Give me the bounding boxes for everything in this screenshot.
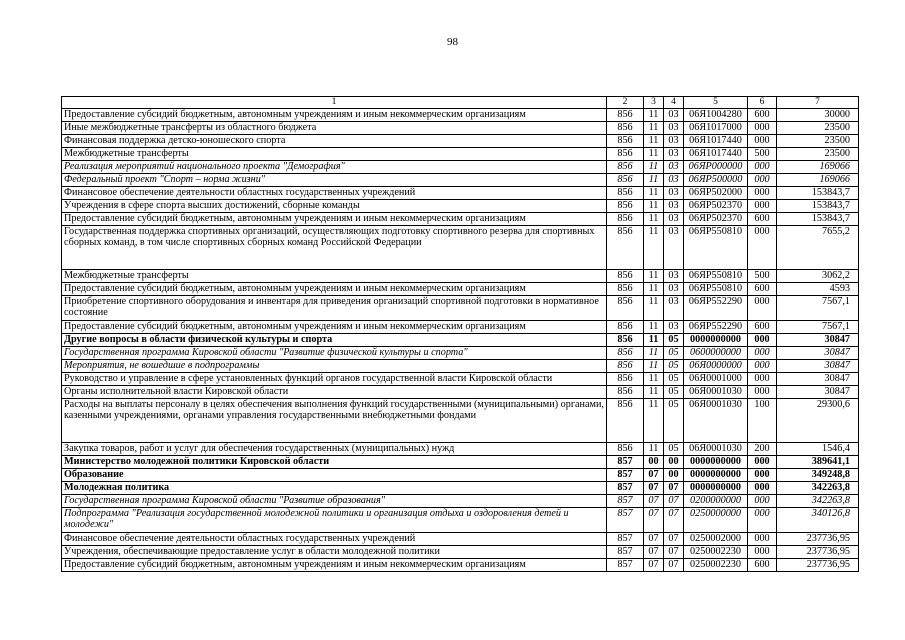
row-amount: 4593 [777,283,859,296]
table-row [62,283,859,296]
row-target-code: 06ЯР550810 [684,270,748,283]
row-ministry-code: 856 [607,122,644,135]
row-target-code: 0000000000 [684,334,748,347]
row-amount: 30000 [777,109,859,122]
row-amount: 389641,1 [777,456,859,469]
row-ministry-code: 856 [607,270,644,283]
row-ministry-code: 856 [607,187,644,200]
table-row [62,213,859,226]
row-section-code: 11 [644,443,664,456]
row-expense-type-code: 000 [748,187,777,200]
row-target-code: 06ЯР502370 [684,200,748,213]
row-expense-type-code: 000 [748,373,777,386]
table-row [62,226,859,270]
row-subsection-code: 07 [664,546,684,559]
row-target-code: 06Я1017440 [684,148,748,161]
row-section-code: 11 [644,321,664,334]
row-section-code: 11 [644,109,664,122]
row-ministry-code: 856 [607,226,644,270]
table-row [62,161,859,174]
table-row [62,469,859,482]
table-row [62,321,859,334]
row-section-code: 07 [644,469,664,482]
budget-table [61,96,859,572]
row-ministry-code: 856 [607,109,644,122]
table-row [62,174,859,187]
row-name: Приобретение спортивного оборудования и инвентаря для приведения организаций спортивной подготовки в нормативное состояние [62,296,607,321]
row-section-code: 11 [644,226,664,270]
row-expense-type-code: 000 [748,508,777,533]
row-target-code: 0250000000 [684,508,748,533]
row-ministry-code: 856 [607,386,644,399]
row-section-code: 11 [644,347,664,360]
row-subsection-code: 03 [664,148,684,161]
row-subsection-code: 03 [664,161,684,174]
row-amount: 1546,4 [777,443,859,456]
row-name: Органы исполнительной власти Кировской области [62,386,607,399]
row-subsection-code: 03 [664,213,684,226]
row-name: Министерство молодежной политики Кировской области [62,456,607,469]
table-row [62,135,859,148]
row-subsection-code: 07 [664,482,684,495]
row-ministry-code: 857 [607,559,644,572]
row-section-code: 11 [644,399,664,443]
row-name: Федеральный проект "Спорт – норма жизни" [62,174,607,187]
table-row [62,347,859,360]
row-ministry-code: 857 [607,482,644,495]
row-target-code: 0250002230 [684,546,748,559]
row-section-code: 11 [644,283,664,296]
row-amount: 3062,2 [777,270,859,283]
row-ministry-code: 857 [607,456,644,469]
row-subsection-code: 03 [664,226,684,270]
row-amount: 7567,1 [777,296,859,321]
row-expense-type-code: 600 [748,559,777,572]
row-name: Руководство и управление в сфере установленных функций органов государственной власти Кировской области [62,373,607,386]
row-ministry-code: 856 [607,321,644,334]
row-subsection-code: 05 [664,360,684,373]
row-expense-type-code: 500 [748,270,777,283]
row-target-code: 06Я0001030 [684,399,748,443]
row-section-code: 11 [644,386,664,399]
row-ministry-code: 857 [607,495,644,508]
row-amount: 30847 [777,386,859,399]
row-ministry-code: 856 [607,135,644,148]
row-amount: 30847 [777,373,859,386]
row-target-code: 06ЯР502000 [684,187,748,200]
row-subsection-code: 03 [664,122,684,135]
row-expense-type-code: 000 [748,226,777,270]
row-ministry-code: 857 [607,546,644,559]
row-name: Закупка товаров, работ и услуг для обеспечения государственных (муниципальных) нужд [62,443,607,456]
row-expense-type-code: 100 [748,399,777,443]
row-target-code: 06Я1017000 [684,122,748,135]
row-name: Молодежная политика [62,482,607,495]
row-target-code: 06Я0001030 [684,386,748,399]
row-expense-type-code: 000 [748,200,777,213]
row-ministry-code: 856 [607,347,644,360]
row-target-code: 06ЯР502370 [684,213,748,226]
row-target-code: 06ЯР500000 [684,174,748,187]
table-row [62,456,859,469]
row-ministry-code: 856 [607,213,644,226]
header-col-4: 4 [664,97,684,109]
row-subsection-code: 07 [664,533,684,546]
row-section-code: 07 [644,508,664,533]
row-amount: 342263,8 [777,495,859,508]
table-row [62,296,859,321]
row-subsection-code: 03 [664,174,684,187]
row-subsection-code: 07 [664,508,684,533]
row-name: Предоставление субсидий бюджетным, автономным учреждениям и иным некоммерческим организациям [62,559,607,572]
table-row [62,495,859,508]
row-section-code: 11 [644,373,664,386]
header-col-1: 1 [62,97,607,109]
row-section-code: 07 [644,559,664,572]
header-col-7: 7 [777,97,859,109]
row-name: Расходы на выплаты персоналу в целях обеспечения выполнения функций государственными (муниципальными) органами, казенными учреждениями, органами управления государственными внебюджетными фондами [62,399,607,443]
row-ministry-code: 856 [607,399,644,443]
row-subsection-code: 03 [664,296,684,321]
row-subsection-code: 03 [664,321,684,334]
row-expense-type-code: 000 [748,546,777,559]
row-expense-type-code: 000 [748,533,777,546]
header-col-2: 2 [607,97,644,109]
row-expense-type-code: 000 [748,174,777,187]
page-number: 98 [447,36,458,48]
row-expense-type-code: 600 [748,213,777,226]
row-name: Образование [62,469,607,482]
row-subsection-code: 05 [664,443,684,456]
table-header-row [62,97,859,109]
row-expense-type-code: 000 [748,386,777,399]
row-ministry-code: 856 [607,200,644,213]
table-row [62,386,859,399]
row-subsection-code: 07 [664,559,684,572]
row-ministry-code: 856 [607,360,644,373]
row-amount: 237736,95 [777,546,859,559]
row-section-code: 11 [644,200,664,213]
row-subsection-code: 05 [664,399,684,443]
table-row [62,508,859,533]
row-expense-type-code: 000 [748,296,777,321]
row-amount: 153843,7 [777,200,859,213]
row-target-code: 0000000000 [684,482,748,495]
table-row [62,270,859,283]
row-expense-type-code: 600 [748,283,777,296]
row-expense-type-code: 000 [748,360,777,373]
row-amount: 153843,7 [777,213,859,226]
row-target-code: 0250002000 [684,533,748,546]
row-target-code: 0250002230 [684,559,748,572]
table-row [62,482,859,495]
row-ministry-code: 857 [607,508,644,533]
row-name: Предоставление субсидий бюджетным, автономным учреждениям и иным некоммерческим организациям [62,109,607,122]
row-target-code: 0000000000 [684,469,748,482]
row-name: Государственная программа Кировской области "Развитие образования" [62,495,607,508]
row-target-code: 0600000000 [684,347,748,360]
table-row [62,334,859,347]
row-target-code: 06ЯР552290 [684,296,748,321]
row-target-code: 06Я1017440 [684,135,748,148]
row-ministry-code: 856 [607,283,644,296]
row-section-code: 11 [644,334,664,347]
row-expense-type-code: 600 [748,321,777,334]
row-ministry-code: 856 [607,148,644,161]
row-amount: 23500 [777,135,859,148]
row-subsection-code: 00 [664,469,684,482]
row-expense-type-code: 000 [748,482,777,495]
table-row [62,559,859,572]
row-expense-type-code: 000 [748,456,777,469]
row-section-code: 11 [644,148,664,161]
row-subsection-code: 03 [664,109,684,122]
row-target-code: 06ЯР552290 [684,321,748,334]
row-section-code: 11 [644,174,664,187]
row-ministry-code: 856 [607,443,644,456]
row-section-code: 11 [644,270,664,283]
row-amount: 153843,7 [777,187,859,200]
row-amount: 30847 [777,334,859,347]
row-amount: 7567,1 [777,321,859,334]
row-amount: 237736,95 [777,533,859,546]
row-subsection-code: 05 [664,386,684,399]
table-row [62,109,859,122]
row-subsection-code: 05 [664,373,684,386]
row-amount: 340126,8 [777,508,859,533]
header-col-3: 3 [644,97,664,109]
row-section-code: 00 [644,456,664,469]
table-body [62,109,859,572]
table-row [62,187,859,200]
row-name: Межбюджетные трансферты [62,148,607,161]
row-expense-type-code: 500 [748,148,777,161]
row-subsection-code: 05 [664,334,684,347]
row-amount: 30847 [777,360,859,373]
header-col-6: 6 [748,97,777,109]
row-amount: 237736,95 [777,559,859,572]
row-expense-type-code: 000 [748,122,777,135]
row-target-code: 06Я0001000 [684,373,748,386]
row-target-code: 06Я0001030 [684,443,748,456]
row-ministry-code: 857 [607,533,644,546]
row-name: Учреждения в сфере спорта высших достижений, сборные команды [62,200,607,213]
row-amount: 349248,8 [777,469,859,482]
table-row [62,443,859,456]
row-subsection-code: 03 [664,270,684,283]
row-name: Предоставление субсидий бюджетным, автономным учреждениям и иным некоммерческим организациям [62,321,607,334]
row-target-code: 06ЯР550810 [684,283,748,296]
row-target-code: 06Я0000000 [684,360,748,373]
row-amount: 23500 [777,122,859,135]
row-expense-type-code: 600 [748,109,777,122]
row-subsection-code: 03 [664,135,684,148]
row-amount: 7655,2 [777,226,859,270]
row-section-code: 11 [644,187,664,200]
row-ministry-code: 856 [607,174,644,187]
table-row [62,148,859,161]
row-subsection-code: 03 [664,200,684,213]
row-subsection-code: 03 [664,283,684,296]
row-section-code: 07 [644,495,664,508]
row-expense-type-code: 000 [748,161,777,174]
row-section-code: 07 [644,533,664,546]
table-row [62,122,859,135]
row-amount: 23500 [777,148,859,161]
row-name: Учреждения, обеспечивающие предоставление услуг в области молодежной политики [62,546,607,559]
row-subsection-code: 05 [664,347,684,360]
row-ministry-code: 856 [607,373,644,386]
row-target-code: 0000000000 [684,456,748,469]
row-name: Финансовое обеспечение деятельности областных государственных учреждений [62,533,607,546]
row-target-code: 06ЯР000000 [684,161,748,174]
row-target-code: 0200000000 [684,495,748,508]
table-row [62,399,859,443]
row-ministry-code: 856 [607,161,644,174]
row-section-code: 07 [644,546,664,559]
row-name: Предоставление субсидий бюджетным, автономным учреждениям и иным некоммерческим организациям [62,213,607,226]
row-ministry-code: 856 [607,334,644,347]
row-expense-type-code: 200 [748,443,777,456]
row-section-code: 11 [644,296,664,321]
table-row [62,373,859,386]
row-section-code: 11 [644,135,664,148]
row-amount: 29300,6 [777,399,859,443]
row-name: Подпрограмма "Реализация государственной молодежной политики и организация отдыха и оздоровления детей и молодежи" [62,508,607,533]
row-section-code: 07 [644,482,664,495]
row-amount: 169066 [777,161,859,174]
table-row [62,546,859,559]
row-target-code: 06ЯР550810 [684,226,748,270]
row-section-code: 11 [644,122,664,135]
row-amount: 30847 [777,347,859,360]
row-name: Реализация мероприятий национального проекта "Демография" [62,161,607,174]
row-name: Иные межбюджетные трансферты из областного бюджета [62,122,607,135]
table-row [62,533,859,546]
row-expense-type-code: 000 [748,334,777,347]
row-section-code: 11 [644,213,664,226]
row-name: Мероприятия, не вошедшие в подпрограммы [62,360,607,373]
table-row [62,360,859,373]
row-ministry-code: 857 [607,469,644,482]
row-amount: 342263,8 [777,482,859,495]
row-name: Другие вопросы в области физической культуры и спорта [62,334,607,347]
row-section-code: 11 [644,161,664,174]
row-name: Государственная программа Кировской области "Развитие физической культуры и спорта" [62,347,607,360]
header-col-5: 5 [684,97,748,109]
row-expense-type-code: 000 [748,135,777,148]
row-expense-type-code: 000 [748,495,777,508]
row-subsection-code: 03 [664,187,684,200]
row-amount: 169066 [777,174,859,187]
row-name: Межбюджетные трансферты [62,270,607,283]
row-ministry-code: 856 [607,296,644,321]
row-expense-type-code: 000 [748,347,777,360]
table-row [62,200,859,213]
row-name: Государственная поддержка спортивных организаций, осуществляющих подготовку спортивного резерва для спортивных сборных команд, в том числе спортивных сборных команд Российской Федерации [62,226,607,270]
row-section-code: 11 [644,360,664,373]
row-subsection-code: 00 [664,456,684,469]
row-name: Финансовое обеспечение деятельности областных государственных учреждений [62,187,607,200]
row-expense-type-code: 000 [748,469,777,482]
row-subsection-code: 07 [664,495,684,508]
row-name: Предоставление субсидий бюджетным, автономным учреждениям и иным некоммерческим организациям [62,283,607,296]
row-target-code: 06Я1004280 [684,109,748,122]
row-name: Финансовая поддержка детско-юношеского спорта [62,135,607,148]
